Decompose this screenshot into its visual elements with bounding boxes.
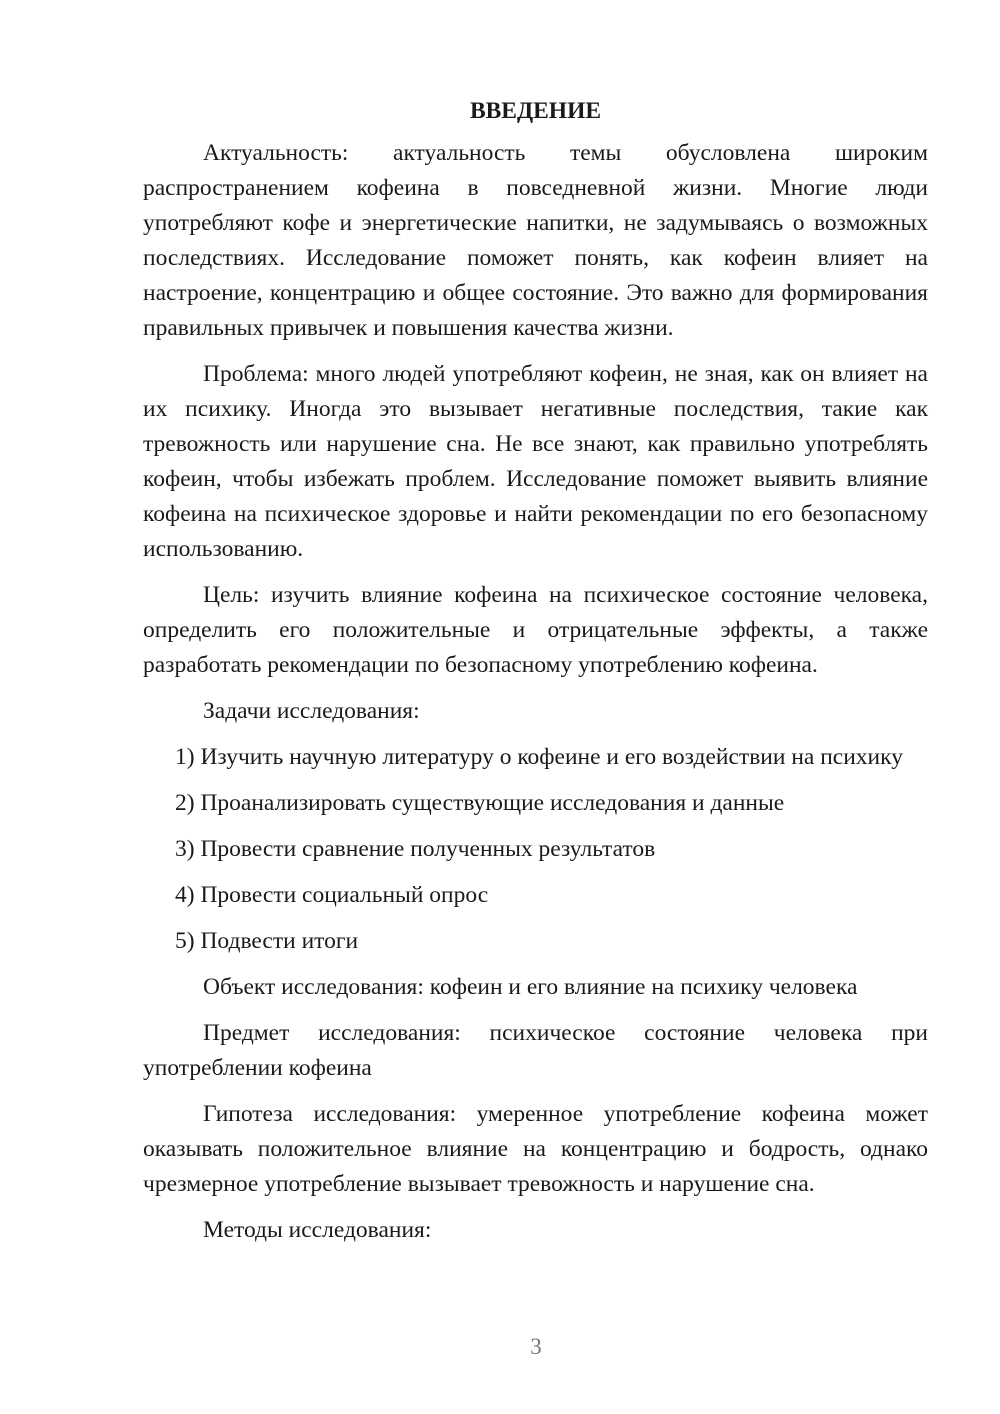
task-item-1: 1) Изучить научную литературу о кофеине и его воздействии на психику bbox=[175, 744, 903, 770]
tasks-heading: Задачи исследования: bbox=[203, 698, 420, 724]
page-number: 3 bbox=[530, 1334, 542, 1359]
methods-heading: Методы исследования: bbox=[203, 1217, 432, 1243]
task-item-3: 3) Провести сравнение полученных результатов bbox=[175, 836, 656, 862]
object-paragraph: Объект исследования: кофеин и его влияние на психику человека bbox=[203, 974, 858, 1000]
problem-paragraph: Проблема: много людей употребляют кофеин, не зная, как он влияет на их психику. Иногда это вызывает негативные последствия, такие как тревожность или нарушение сна. Не все знают, как правильно употреблять кофеин, чтобы избежать проблем. Исследование поможет выявить влияние кофеина на психическое здоровье и найти рекомендации по его безопасному использованию. bbox=[143, 361, 928, 562]
hypothesis-paragraph: Гипотеза исследования: умеренное употребление кофеина может оказывать положительное влияние на концентрацию и бодрость, однако чрезмерное употребление вызывает тревожность и нарушение сна. bbox=[143, 1101, 928, 1197]
page-content bbox=[143, 92, 928, 1259]
relevance-paragraph: Актуальность: актуальность темы обусловлена широким распространением кофеина в повседневной жизни. Многие люди употребляют кофе и энергетические напитки, не задумываясь о возможных последствиях. Исследование поможет понять, как кофеин влияет на настроение, концентрацию и общее состояние. Это важно для формирования правильных привычек и повышения качества жизни. bbox=[143, 140, 928, 341]
task-item-5: 5) Подвести итоги bbox=[175, 928, 359, 954]
section-title: ВВЕДЕНИЕ bbox=[469, 98, 602, 124]
subject-paragraph: Предмет исследования: психическое состояние человека при употреблении кофеина bbox=[143, 1020, 928, 1081]
goal-paragraph: Цель: изучить влияние кофеина на психическое состояние человека, определить его положительные и отрицательные эффекты, а также разработать рекомендации по безопасному употреблению кофеина. bbox=[143, 582, 928, 678]
task-item-2: 2) Проанализировать существующие исследования и данные bbox=[175, 790, 785, 816]
task-item-4: 4) Провести социальный опрос bbox=[175, 882, 489, 908]
